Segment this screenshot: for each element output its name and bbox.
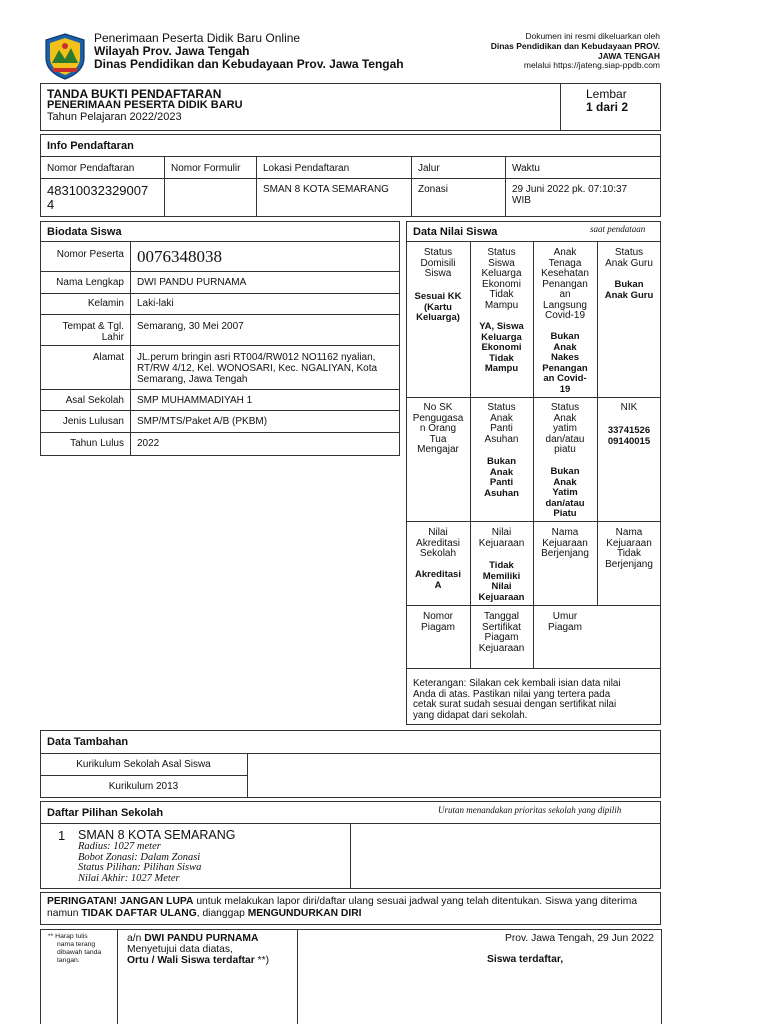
biodata-label-nomor-peserta: Nomor Peserta bbox=[56, 249, 124, 260]
info-waktu-line2: WIB bbox=[512, 195, 531, 206]
footer-an-prefix: a/n bbox=[127, 933, 145, 944]
footer-siswa: Siswa terdaftar, bbox=[487, 954, 564, 965]
pilihan-radius: Radius: 1027 meter bbox=[78, 841, 161, 852]
nilai-r3-header-2: Nama Kejuaraan Berjenjang bbox=[541, 527, 589, 559]
footer-ortu-text: Ortu / Wali Siswa terdaftar bbox=[127, 955, 255, 966]
peringatan-strong: PERINGATAN! JANGAN LUPA bbox=[47, 896, 194, 907]
nilai-r3-header-3: Nama Kejuaraan Tidak Berjenjang bbox=[605, 527, 653, 570]
biodata-label-alamat: Alamat bbox=[92, 352, 124, 363]
nilai-keterangan bbox=[413, 679, 653, 721]
nilai-title: Data Nilai Siswa bbox=[413, 226, 498, 238]
biodata-label-tahun-lulus: Tahun Lulus bbox=[70, 438, 124, 449]
pilihan-status: Status Pilihan: Pilihan Siswa bbox=[78, 862, 202, 873]
nilai-r2-value-2: Bukan Anak Yatim dan/atau Piatu bbox=[545, 466, 585, 519]
biodata-asal-sekolah: SMP MUHAMMADIYAH 1 bbox=[137, 395, 253, 406]
nilai-r4-header-2: Umur Piagam bbox=[548, 611, 582, 633]
biodata-alamat bbox=[137, 352, 377, 385]
keterangan-line4: yang didapat dari sekolah. bbox=[413, 709, 528, 721]
title-year: Tahun Pelajaran 2022/2023 bbox=[47, 111, 182, 123]
info-header-lokasi: Lokasi Pendaftaran bbox=[263, 163, 350, 174]
biodata-alamat-line2: RT/RW 4/12, Kel. WONOSARI, Kec. NGALIYAN, Kota bbox=[137, 363, 378, 374]
title-sub: PENERIMAAN PESERTA DIDIK BARU bbox=[47, 99, 243, 111]
pilihan-school: SMAN 8 KOTA SEMARANG bbox=[78, 828, 236, 842]
footer-an bbox=[127, 933, 269, 944]
pilihan-number: 1 bbox=[58, 828, 66, 843]
lembar-value: 1 dari 2 bbox=[586, 100, 629, 114]
biodata-ttl: Semarang, 30 Mei 2007 bbox=[137, 321, 244, 332]
keterangan-line1: Keterangan: Silakan cek kembali isian data nilai bbox=[413, 678, 621, 689]
footer-note bbox=[48, 933, 101, 965]
tambahan-label: Kurikulum Sekolah Asal Siswa bbox=[76, 759, 211, 770]
pilihan-note: Urutan menandakan prioritas sekolah yang dipilih bbox=[438, 805, 622, 815]
pilihan-bobot: Bobot Zonasi: Dalam Zonasi bbox=[78, 851, 201, 863]
info-header-waktu: Waktu bbox=[512, 163, 540, 174]
peringatan-text bbox=[47, 896, 657, 920]
peringatan-line1 bbox=[47, 896, 657, 908]
peringatan-line2 bbox=[47, 908, 657, 920]
peringatan-mengundurkan: MENGUNDURKAN DIRI bbox=[247, 908, 362, 919]
info-waktu bbox=[512, 184, 627, 206]
info-nomor-pendaftaran bbox=[47, 184, 148, 212]
nilai-r3-header-0: Nilai Akreditasi Sekolah bbox=[416, 527, 460, 559]
biodata-label-ttl-line2: Lahir bbox=[101, 332, 124, 343]
info-lokasi: SMAN 8 KOTA SEMARANG bbox=[263, 184, 389, 195]
keterangan-line3: cetak surat sudah sesuai dengan sertifikat nilai bbox=[413, 699, 617, 710]
biodata-label-kelamin: Kelamin bbox=[87, 298, 124, 309]
biodata-label-ttl bbox=[44, 321, 124, 343]
biodata-title: Biodata Siswa bbox=[47, 226, 122, 238]
info-header-formulir: Nomor Formulir bbox=[171, 163, 241, 174]
nilai-r1-value-3: Bukan Anak Guru bbox=[604, 279, 654, 301]
info-waktu-line1: 29 Juni 2022 pk. 07:10:37 bbox=[512, 184, 628, 195]
title-main: TANDA BUKTI PENDAFTARAN bbox=[47, 87, 222, 101]
nilai-r1-header-0: Status Domisili Siswa bbox=[420, 247, 456, 279]
nilai-r2-header-0: No SK Pengugasa n Orang Tua Mengajar bbox=[412, 402, 464, 455]
footer-setuju: Menyetujui data diatas, bbox=[127, 944, 233, 955]
footer-place-date: Prov. Jawa Tengah, 29 Jun 2022 bbox=[504, 933, 654, 944]
nilai-r3-header-1: Nilai Kejuaraan bbox=[478, 527, 525, 549]
info-header-jalur: Jalur bbox=[418, 163, 440, 174]
biodata-nama: DWI PANDU PURNAMA bbox=[137, 277, 247, 288]
footer-ortu-label bbox=[127, 955, 269, 966]
info-header-nomor: Nomor Pendaftaran bbox=[47, 163, 135, 174]
header-line2: Wilayah Prov. Jawa Tengah bbox=[94, 44, 250, 58]
info-nomor-line1: 48310032329007 bbox=[47, 183, 149, 198]
footer-note-line2: nama terang bbox=[57, 941, 96, 948]
nilai-r4-header-1: Tanggal Sertifikat Piagam Kejuaraan bbox=[478, 611, 525, 654]
nilai-r2-header-3: NIK bbox=[620, 402, 638, 413]
biodata-tahun-lulus: 2022 bbox=[137, 438, 160, 449]
province-logo bbox=[42, 32, 88, 80]
pilihan-details bbox=[78, 842, 201, 884]
nilai-r2-header-2: Status Anak yatim dan/atau piatu bbox=[545, 402, 585, 455]
info-jalur: Zonasi bbox=[418, 184, 449, 195]
nilai-r4-header-0: Nomor Piagam bbox=[421, 611, 455, 633]
nilai-r1-header-2: Anak Tenaga Kesehatan Penangan an Langsung Covid-19 bbox=[541, 247, 589, 321]
pilihan-title: Daftar Pilihan Sekolah bbox=[47, 807, 164, 819]
info-nomor-line2: 4 bbox=[47, 197, 55, 212]
nilai-r3-value-0: Akreditasi A bbox=[415, 569, 461, 591]
nilai-r2-header-1: Status Anak Panti Asuhan bbox=[484, 402, 519, 445]
nilai-r1-value-2: Bukan Anak Nakes Penangan an Covid- 19 bbox=[542, 331, 588, 395]
biodata-label-asal-sekolah: Asal Sekolah bbox=[65, 395, 124, 406]
lembar-label: Lembar bbox=[586, 87, 627, 101]
header-right2: Dinas Pendidikan dan Kebudayaan PROV. bbox=[490, 41, 660, 51]
footer-note-line3: dibawah tanda bbox=[57, 949, 102, 956]
pilihan-nilai: Nilai Akhir: 1027 Meter bbox=[78, 872, 180, 884]
nilai-r1-value-0: Sesuai KK (Kartu Keluarga) bbox=[414, 291, 462, 323]
biodata-nomor-peserta: 0076348038 bbox=[137, 247, 222, 266]
biodata-kelamin: Laki-laki bbox=[137, 298, 174, 309]
nilai-r1-header-3: Status Anak Guru bbox=[605, 247, 653, 269]
nilai-note: saat pendataan bbox=[590, 224, 646, 234]
biodata-alamat-line3: Semarang, Jawa Tengah bbox=[137, 374, 248, 385]
header-line1: Penerimaan Peserta Didik Baru Online bbox=[94, 31, 301, 45]
nilai-r1-value-1: YA, Siswa Keluarga Ekonomi Tidak Mampu bbox=[479, 321, 524, 374]
biodata-jenis-lulusan: SMP/MTS/Paket A/B (PKBM) bbox=[137, 416, 268, 427]
biodata-label-nama: Nama Lengkap bbox=[56, 277, 124, 288]
peringatan-dianggap: , dianggap bbox=[196, 908, 248, 919]
nilai-r2-value-3: 33741526 09140015 bbox=[607, 425, 651, 447]
peringatan-body: untuk melakukan lapor diri/daftar ulang sesuai jadwal yang telah ditentukan. Siswa yang diterima bbox=[193, 896, 638, 907]
tambahan-value: Kurikulum 2013 bbox=[108, 781, 179, 792]
tambahan-title: Data Tambahan bbox=[47, 736, 129, 748]
footer-ortu bbox=[127, 933, 269, 966]
peringatan-tidak-daftar: TIDAK DAFTAR ULANG bbox=[81, 908, 197, 919]
header-line3: Dinas Pendidikan dan Kebudayaan Prov. Jawa Tengah bbox=[94, 57, 404, 71]
footer-ortu-mark: **) bbox=[254, 955, 270, 966]
nilai-r2-value-1: Bukan Anak Panti Asuhan bbox=[484, 456, 519, 499]
nilai-r3-value-1: Tidak Memiliki Nilai Kejuaraan bbox=[478, 560, 525, 603]
biodata-label-jenis-lulusan: Jenis Lulusan bbox=[62, 416, 124, 427]
nilai-r1-header-1: Status Siswa Keluarga Ekonomi Tidak Mampu bbox=[481, 247, 522, 311]
footer-note-line4: tangan. bbox=[57, 957, 80, 964]
biodata-alamat-line1: JL.perum bringin asri RT004/RW012 NO1162 nyalian, bbox=[137, 352, 376, 363]
header-right1: Dokumen ini resmi dikeluarkan oleh bbox=[525, 31, 660, 41]
footer-note-line1: ** Harap tulis bbox=[48, 933, 88, 940]
biodata-label-ttl-line1: Tempat & Tgl. bbox=[62, 321, 124, 332]
header-right4: melalui https://jateng.siap-ppdb.com bbox=[523, 60, 660, 70]
info-title: Info Pendaftaran bbox=[47, 140, 134, 152]
peringatan-namun: namun bbox=[47, 908, 82, 919]
keterangan-line2: Anda di atas. Pastikan nilai yang tertera pada bbox=[413, 688, 611, 700]
footer-an-name: DWI PANDU PURNAMA bbox=[144, 933, 259, 944]
header-right3: JAWA TENGAH bbox=[597, 51, 660, 61]
